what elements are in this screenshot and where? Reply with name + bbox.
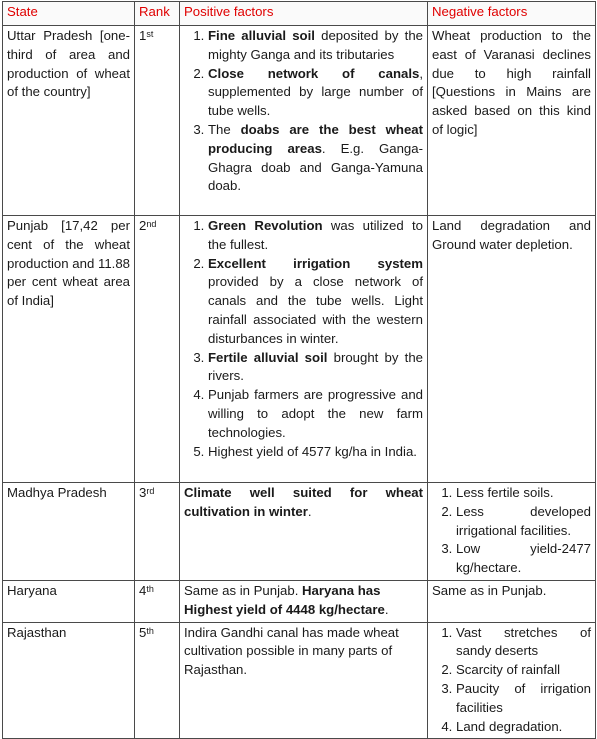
factor-bold: Fertile alluvial soil (208, 349, 328, 365)
factor-bold: doabs are the best wheat producing areas (208, 121, 424, 156)
list-item (208, 255, 423, 349)
rank-number: 1 (139, 28, 147, 43)
factor-text: . (307, 503, 312, 519)
rank-number: 3 (139, 485, 147, 500)
table-row (3, 26, 596, 216)
negative-factors-cell: Land degradation and Ground water depletion. (428, 216, 596, 483)
state-cell: Rajasthan (3, 622, 135, 739)
factor-text: brought by the rivers. (208, 349, 423, 384)
positive-factors-cell (180, 26, 428, 216)
list-item: 4. Land degradation. (456, 718, 591, 737)
positive-factors-cell (180, 580, 428, 622)
table-row (3, 216, 596, 483)
rank-number: 2 (139, 218, 147, 233)
factor-bold: Green Revolution (208, 218, 323, 233)
list-item: 2. Less developed irrigational facilities. (456, 503, 591, 541)
factor-text: deposited by the mighty Ganga and its tributaries (208, 28, 423, 62)
factor-text: . E.g. Ganga-Ghagra doab and Ganga-Yamuna doab. (208, 140, 423, 194)
factor-text: The (208, 121, 241, 137)
list-item (208, 121, 423, 196)
rank-suffix: nd (146, 219, 157, 229)
rank-cell (135, 483, 180, 581)
factor-bold: Excellent irrigation system (208, 255, 423, 271)
factor-bold: Climate well suited for wheat cultivation in winter (184, 485, 423, 519)
rank-cell (135, 26, 180, 216)
positive-factors-cell (180, 216, 428, 483)
list-item (208, 443, 423, 462)
header-state: State (3, 2, 135, 26)
rank-suffix: rd (146, 486, 155, 496)
factor-text: . (384, 601, 389, 617)
positive-factors-cell (180, 483, 428, 581)
factor-text: Same as in Punjab. (184, 582, 303, 598)
list-item (208, 217, 423, 255)
factor-text: provided by a close network of canals and the tube wells. Light rainfall associated with the western disturbances in winter. (208, 274, 423, 346)
list-item: 3. Paucity of irrigation facilities (456, 680, 591, 718)
list-item: 3. Low yield-2477 kg/hectare. (456, 540, 591, 578)
state-cell: Haryana (3, 580, 135, 622)
rank-cell (135, 580, 180, 622)
factor-text: , supplemented by large number of tube wells. (208, 65, 423, 119)
table-row (3, 483, 596, 581)
negative-factors-cell (428, 622, 596, 739)
factor-bold: Fine alluvial soil (208, 28, 315, 43)
factor-text: Highest yield of 4577 kg/ha in India. (208, 443, 417, 459)
list-item: 1. Less fertile soils. (456, 484, 591, 503)
list-item: 2. Scarcity of rainfall (456, 661, 591, 680)
list-item (208, 27, 423, 65)
state-cell: Punjab [17,42 per cent of the wheat production and 11.88 per cent wheat area of India] (3, 216, 135, 483)
rank-cell (135, 622, 180, 739)
table-row (3, 622, 596, 739)
negative-factors-cell: Same as in Punjab. (428, 580, 596, 622)
negative-factors-cell: Wheat production to the east of Varanasi declines due to high rainfall [Questions in Mains are asked based on this kind of logic] (428, 26, 596, 216)
factor-bold: Close network of canals (208, 65, 420, 81)
header-negative-factors: Negative factors (428, 2, 596, 26)
table-row (3, 580, 596, 622)
list-item: 1. Vast stretches of sandy deserts (456, 624, 591, 662)
rank-suffix: th (146, 625, 154, 636)
header-rank: Rank (135, 2, 180, 26)
wheat-states-table (2, 1, 596, 739)
rank-number: 4 (139, 582, 147, 598)
list-item (208, 349, 423, 387)
list-item (208, 65, 423, 121)
positive-factors-cell: Indira Gandhi canal has made wheat cultivation possible in many parts of Rajasthan. (180, 622, 428, 739)
header-positive-factors: Positive factors (180, 2, 428, 26)
rank-suffix: st (146, 29, 154, 39)
factor-text: Punjab farmers are progressive and willing to adopt the new farm technologies. (208, 387, 423, 440)
rank-cell (135, 216, 180, 483)
rank-suffix: th (146, 583, 154, 594)
header-row (3, 2, 596, 26)
factor-text: was utilized to the fullest. (208, 218, 423, 252)
list-item (208, 386, 423, 442)
state-cell: Uttar Pradesh [one-third of area and production of wheat of the country] (3, 26, 135, 216)
state-cell: Madhya Pradesh (3, 483, 135, 581)
factor-bold: Haryana has Highest yield of 4448 kg/hectare (184, 582, 385, 617)
negative-factors-cell (428, 483, 596, 581)
rank-number: 5 (139, 624, 147, 640)
